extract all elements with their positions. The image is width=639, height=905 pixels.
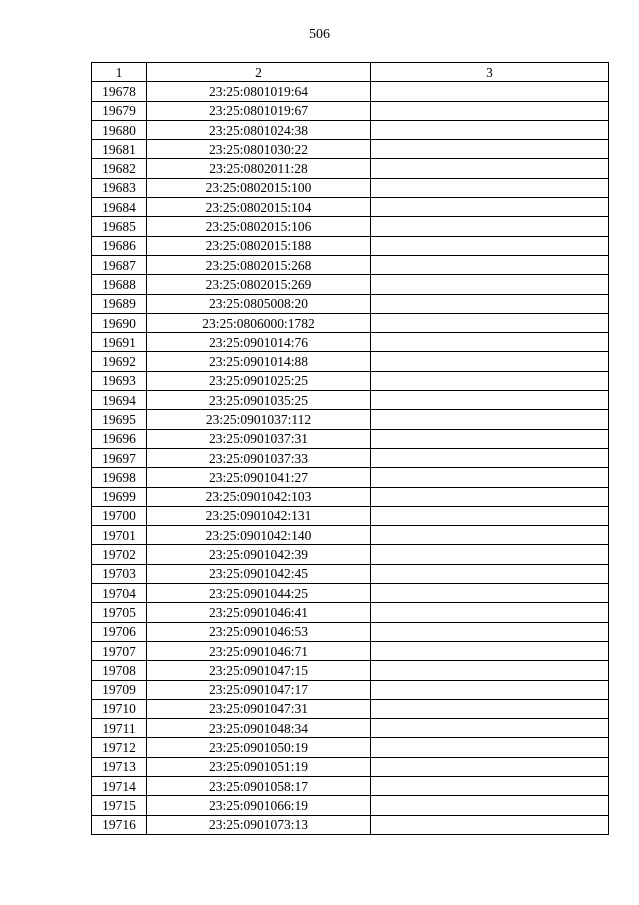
cadastral-number-cell: 23:25:0802015:106 <box>147 217 371 236</box>
header-row <box>92 63 609 82</box>
row-number-cell: 19680 <box>92 120 147 139</box>
row-number-cell: 19691 <box>92 333 147 352</box>
table-row <box>92 82 609 101</box>
note-cell <box>371 564 609 583</box>
cadastral-number-cell: 23:25:0901042:45 <box>147 564 371 583</box>
cadastral-number-cell: 23:25:0901066:19 <box>147 796 371 815</box>
row-number-cell: 19708 <box>92 661 147 680</box>
cadastral-number-cell: 23:25:0901058:17 <box>147 776 371 795</box>
cadastral-number-cell: 23:25:0901037:33 <box>147 448 371 467</box>
note-cell <box>371 738 609 757</box>
table-row <box>92 159 609 178</box>
table-row <box>92 719 609 738</box>
table-header <box>92 63 609 82</box>
table-row <box>92 487 609 506</box>
cadastral-number-cell: 23:25:0802015:268 <box>147 255 371 274</box>
cadastral-number-cell: 23:25:0805008:20 <box>147 294 371 313</box>
cadastral-number-cell: 23:25:0901047:15 <box>147 661 371 680</box>
table-row <box>92 198 609 217</box>
row-number-cell: 19716 <box>92 815 147 834</box>
note-cell <box>371 255 609 274</box>
cadastral-number-cell: 23:25:0901014:76 <box>147 333 371 352</box>
table-row <box>92 661 609 680</box>
cadastral-number-cell: 23:25:0802015:188 <box>147 236 371 255</box>
cadastral-number-cell: 23:25:0901042:140 <box>147 526 371 545</box>
table-row <box>92 333 609 352</box>
table-row <box>92 429 609 448</box>
note-cell <box>371 313 609 332</box>
cadastral-number-cell: 23:25:0802011:28 <box>147 159 371 178</box>
cadastral-number-cell: 23:25:0801030:22 <box>147 140 371 159</box>
note-cell <box>371 429 609 448</box>
note-cell <box>371 584 609 603</box>
table-row <box>92 641 609 660</box>
table-row <box>92 545 609 564</box>
row-number-cell: 19704 <box>92 584 147 603</box>
note-cell <box>371 526 609 545</box>
column-header-1: 1 <box>92 63 147 82</box>
table-row <box>92 776 609 795</box>
page-number: 506 <box>309 27 330 42</box>
row-number-cell: 19705 <box>92 603 147 622</box>
table-row <box>92 757 609 776</box>
table-row <box>92 448 609 467</box>
note-cell <box>371 236 609 255</box>
cadastral-number-cell: 23:25:0801019:67 <box>147 101 371 120</box>
note-cell <box>371 622 609 641</box>
cadastral-number-cell: 23:25:0802015:100 <box>147 178 371 197</box>
table-row <box>92 738 609 757</box>
cadastral-number-cell: 23:25:0901046:41 <box>147 603 371 622</box>
note-cell <box>371 468 609 487</box>
row-number-cell: 19701 <box>92 526 147 545</box>
table-row <box>92 140 609 159</box>
note-cell <box>371 178 609 197</box>
row-number-cell: 19697 <box>92 448 147 467</box>
row-number-cell: 19686 <box>92 236 147 255</box>
row-number-cell: 19685 <box>92 217 147 236</box>
row-number-cell: 19700 <box>92 506 147 525</box>
note-cell <box>371 140 609 159</box>
note-cell <box>371 217 609 236</box>
note-cell <box>371 352 609 371</box>
table-body <box>92 82 609 835</box>
row-number-cell: 19706 <box>92 622 147 641</box>
column-header-3: 3 <box>371 63 609 82</box>
note-cell <box>371 391 609 410</box>
row-number-cell: 19707 <box>92 641 147 660</box>
table-row <box>92 699 609 718</box>
table-row <box>92 217 609 236</box>
cadastral-number-cell: 23:25:0901048:34 <box>147 719 371 738</box>
row-number-cell: 19709 <box>92 680 147 699</box>
cadastral-number-cell: 23:25:0901073:13 <box>147 815 371 834</box>
note-cell <box>371 371 609 390</box>
table-row <box>92 255 609 274</box>
table-row <box>92 120 609 139</box>
table-row <box>92 603 609 622</box>
row-number-cell: 19681 <box>92 140 147 159</box>
note-cell <box>371 448 609 467</box>
note-cell <box>371 815 609 834</box>
note-cell <box>371 699 609 718</box>
row-number-cell: 19692 <box>92 352 147 371</box>
table-row <box>92 815 609 834</box>
note-cell <box>371 545 609 564</box>
table-row <box>92 313 609 332</box>
table-row <box>92 468 609 487</box>
row-number-cell: 19711 <box>92 719 147 738</box>
cadastral-number-cell: 23:25:0901042:103 <box>147 487 371 506</box>
table-row <box>92 275 609 294</box>
table-row <box>92 352 609 371</box>
row-number-cell: 19695 <box>92 410 147 429</box>
table-row <box>92 680 609 699</box>
note-cell <box>371 506 609 525</box>
row-number-cell: 19678 <box>92 82 147 101</box>
note-cell <box>371 776 609 795</box>
cadastral-number-cell: 23:25:0901051:19 <box>147 757 371 776</box>
row-number-cell: 19702 <box>92 545 147 564</box>
cadastral-number-cell: 23:25:0901047:31 <box>147 699 371 718</box>
note-cell <box>371 333 609 352</box>
row-number-cell: 19703 <box>92 564 147 583</box>
row-number-cell: 19687 <box>92 255 147 274</box>
row-number-cell: 19698 <box>92 468 147 487</box>
row-number-cell: 19684 <box>92 198 147 217</box>
row-number-cell: 19712 <box>92 738 147 757</box>
table-row <box>92 101 609 120</box>
row-number-cell: 19688 <box>92 275 147 294</box>
cadastral-number-cell: 23:25:0806000:1782 <box>147 313 371 332</box>
table-row <box>92 584 609 603</box>
row-number-cell: 19714 <box>92 776 147 795</box>
cadastral-number-cell: 23:25:0901046:53 <box>147 622 371 641</box>
cadastral-number-cell: 23:25:0901014:88 <box>147 352 371 371</box>
note-cell <box>371 680 609 699</box>
cadastral-number-cell: 23:25:0901037:112 <box>147 410 371 429</box>
table-row <box>92 506 609 525</box>
table-row <box>92 178 609 197</box>
note-cell <box>371 719 609 738</box>
note-cell <box>371 198 609 217</box>
row-number-cell: 19689 <box>92 294 147 313</box>
note-cell <box>371 796 609 815</box>
table-row <box>92 371 609 390</box>
register-table <box>91 62 609 835</box>
row-number-cell: 19699 <box>92 487 147 506</box>
note-cell <box>371 82 609 101</box>
row-number-cell: 19690 <box>92 313 147 332</box>
row-number-cell: 19710 <box>92 699 147 718</box>
table-row <box>92 564 609 583</box>
note-cell <box>371 159 609 178</box>
column-header-2: 2 <box>147 63 371 82</box>
cadastral-number-cell: 23:25:0901025:25 <box>147 371 371 390</box>
table-row <box>92 410 609 429</box>
row-number-cell: 19694 <box>92 391 147 410</box>
cadastral-number-cell: 23:25:0901044:25 <box>147 584 371 603</box>
cadastral-number-cell: 23:25:0901042:39 <box>147 545 371 564</box>
table-row <box>92 622 609 641</box>
note-cell <box>371 757 609 776</box>
row-number-cell: 19696 <box>92 429 147 448</box>
note-cell <box>371 275 609 294</box>
cadastral-number-cell: 23:25:0901046:71 <box>147 641 371 660</box>
row-number-cell: 19679 <box>92 101 147 120</box>
cadastral-number-cell: 23:25:0901041:27 <box>147 468 371 487</box>
note-cell <box>371 294 609 313</box>
row-number-cell: 19693 <box>92 371 147 390</box>
note-cell <box>371 661 609 680</box>
cadastral-number-cell: 23:25:0901035:25 <box>147 391 371 410</box>
note-cell <box>371 410 609 429</box>
cadastral-number-cell: 23:25:0802015:104 <box>147 198 371 217</box>
note-cell <box>371 641 609 660</box>
row-number-cell: 19713 <box>92 757 147 776</box>
row-number-cell: 19683 <box>92 178 147 197</box>
cadastral-number-cell: 23:25:0801024:38 <box>147 120 371 139</box>
cadastral-number-cell: 23:25:0901047:17 <box>147 680 371 699</box>
note-cell <box>371 101 609 120</box>
table-row <box>92 796 609 815</box>
note-cell <box>371 487 609 506</box>
table-row <box>92 236 609 255</box>
cadastral-number-cell: 23:25:0901037:31 <box>147 429 371 448</box>
table-row <box>92 391 609 410</box>
note-cell <box>371 120 609 139</box>
table-row <box>92 526 609 545</box>
cadastral-number-cell: 23:25:0802015:269 <box>147 275 371 294</box>
table-row <box>92 294 609 313</box>
note-cell <box>371 603 609 622</box>
cadastral-number-cell: 23:25:0801019:64 <box>147 82 371 101</box>
cadastral-number-cell: 23:25:0901042:131 <box>147 506 371 525</box>
row-number-cell: 19715 <box>92 796 147 815</box>
cadastral-number-cell: 23:25:0901050:19 <box>147 738 371 757</box>
row-number-cell: 19682 <box>92 159 147 178</box>
